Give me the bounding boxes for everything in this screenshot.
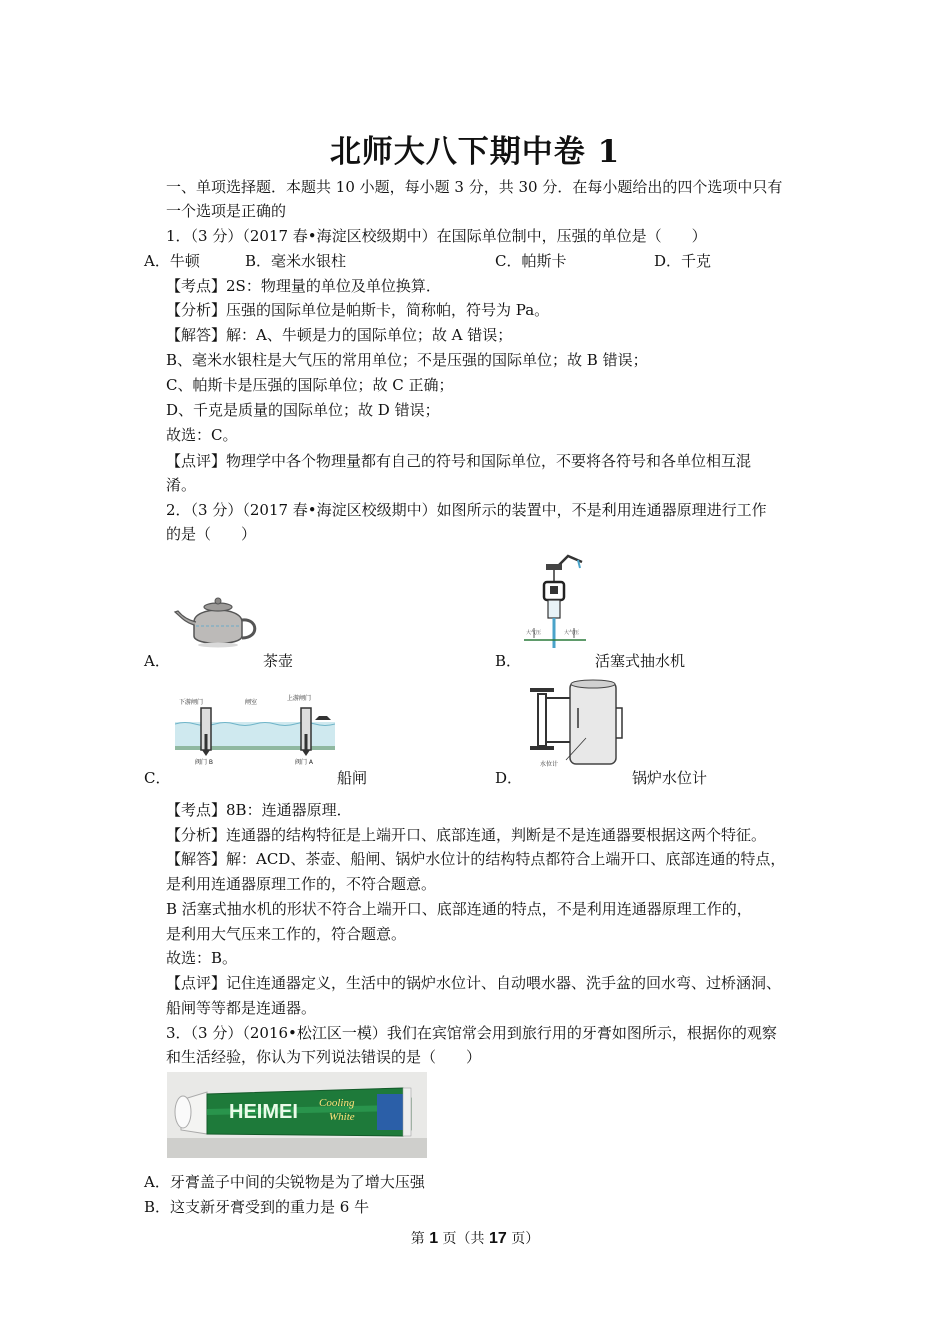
footer-post: 页） (506, 1231, 540, 1247)
svg-text:大气压: 大气压 (526, 630, 542, 636)
lock-valve-a-label: 阀门 A (295, 759, 314, 766)
q2-option-a-letter: A． (144, 652, 170, 670)
q2-option-b-caption: 活塞式抽水机 (595, 652, 686, 670)
tube-brand: HEIMEI (229, 1101, 298, 1123)
q2-option-d-caption: 锅炉水位计 (632, 769, 708, 787)
lock-upstream-label: 上游闸门 (287, 695, 312, 702)
q1-jieda-4: 故选：C。 (166, 426, 238, 444)
piston-pump-figure (520, 552, 590, 652)
q1-stem: 1．（3 分）（2017 春•海淀区校级期中）在国际单位制中，压强的单位是（ ） (166, 227, 707, 245)
ship-lock-figure (175, 692, 335, 766)
footer-page-number: 1 (429, 1230, 439, 1247)
q2-option-d-letter: D． (495, 769, 523, 787)
q2-fenxi: 【分析】连通器的结构特征是上端开口、底部连通，判断是不是连通器要根据这两个特征。 (166, 826, 767, 844)
q1-option-a: A．牛顿 (144, 252, 200, 270)
q2-option-c-letter: C． (144, 769, 171, 787)
q2-dianping-1: 船闸等等都是连通器。 (166, 999, 317, 1017)
gauge-label: 水位计 (540, 761, 559, 768)
section-heading-line2: 一个选项是正确的 (166, 202, 287, 220)
q3-stem-1: 和生活经验，你认为下列说法错误的是（ ） (166, 1048, 482, 1066)
toothpaste-figure (167, 1072, 427, 1158)
q2-jieda-4: 故选：B。 (166, 949, 238, 967)
q1-kaodian: 【考点】2S：物理量的单位及单位换算． (166, 277, 441, 295)
q1-fenxi: 【分析】压强的国际单位是帕斯卡，简称帕，符号为 Pa。 (166, 301, 550, 319)
lock-downstream-label: 下游闸门 (179, 699, 204, 706)
q2-option-c-caption: 船闸 (337, 769, 368, 787)
svg-text:大气压: 大气压 (564, 630, 580, 636)
q1-jieda-3: D、千克是质量的国际单位；故 D 错误； (166, 401, 440, 419)
lock-chamber-label: 闸室 (245, 699, 258, 706)
q1-dianping-1: 淆。 (166, 476, 197, 494)
footer-pre: 第 (410, 1231, 430, 1247)
q1-option-b: B．毫米水银柱 (245, 252, 347, 270)
q2-option-a-caption: 茶壶 (263, 652, 294, 670)
q1-dianping-0: 【点评】物理学中各个物理量都有自己的符号和国际单位，不要将各符号和各单位相互混 (166, 452, 752, 470)
footer-mid: 页（共 (438, 1231, 489, 1247)
footer-total-pages: 17 (489, 1230, 507, 1247)
q2-jieda-2: B 活塞式抽水机的形状不符合上端开口、底部连通的特点，不是利用连通器原理工作的， (166, 900, 752, 918)
page-footer (0, 1228, 950, 1248)
q3-option-a: A．牙膏盖子中间的尖锐物是为了增大压强 (144, 1173, 425, 1191)
q2-jieda-3: 是利用大气压来工作的，符合题意。 (166, 925, 407, 943)
q1-jieda-2: C、帕斯卡是压强的国际单位；故 C 正确； (166, 376, 454, 394)
boiler-gauge-figure (526, 678, 630, 770)
tube-sub1: Cooling (319, 1097, 355, 1109)
q1-jieda-0: 【解答】解：A、牛顿是力的国际单位；故 A 错误； (166, 326, 513, 344)
q3-option-b: B．这支新牙膏受到的重力是 6 牛 (144, 1198, 370, 1216)
q1-option-c: C．帕斯卡 (495, 252, 567, 270)
q1-option-d: D．千克 (654, 252, 712, 270)
q2-stem-0: 2．（3 分）（2017 春•海淀区校级期中）如图所示的装置中，不是利用连通器原理进行工作 (166, 501, 767, 519)
q2-jieda-1: 是利用连通器原理工作的，不符合题意。 (166, 875, 437, 893)
lock-valve-b-label: 阀门 B (195, 759, 214, 766)
q2-stem-1: 的是（ ） (166, 525, 257, 543)
teapot-figure (172, 592, 264, 650)
section-heading-line1: 一、单项选择题．本题共 10 小题，每小题 3 分，共 30 分．在每小题给出的四个选项中只有 (166, 178, 783, 196)
q1-jieda-1: B、毫米水银柱是大气压的常用单位；不是压强的国际单位；故 B 错误； (166, 351, 648, 369)
q2-kaodian: 【考点】8B：连通器原理． (166, 801, 352, 819)
doc-title: 北师大八下期中卷 1 (329, 134, 621, 170)
q3-stem-0: 3．（3 分）（2016•松江区一模）我们在宾馆常会用到旅行用的牙膏如图所示，根据你的观察 (166, 1024, 777, 1042)
q2-option-b-letter: B． (495, 652, 522, 670)
tube-sub2: White (329, 1111, 355, 1123)
q2-jieda-0: 【解答】解：ACD、茶壶、船闸、锅炉水位计的结构特点都符合上端开口、底部连通的特点， (166, 850, 786, 868)
q2-dianping-0: 【点评】记住连通器定义，生活中的锅炉水位计、自动喂水器、洗手盆的回水弯、过桥涵洞、 (166, 974, 782, 992)
